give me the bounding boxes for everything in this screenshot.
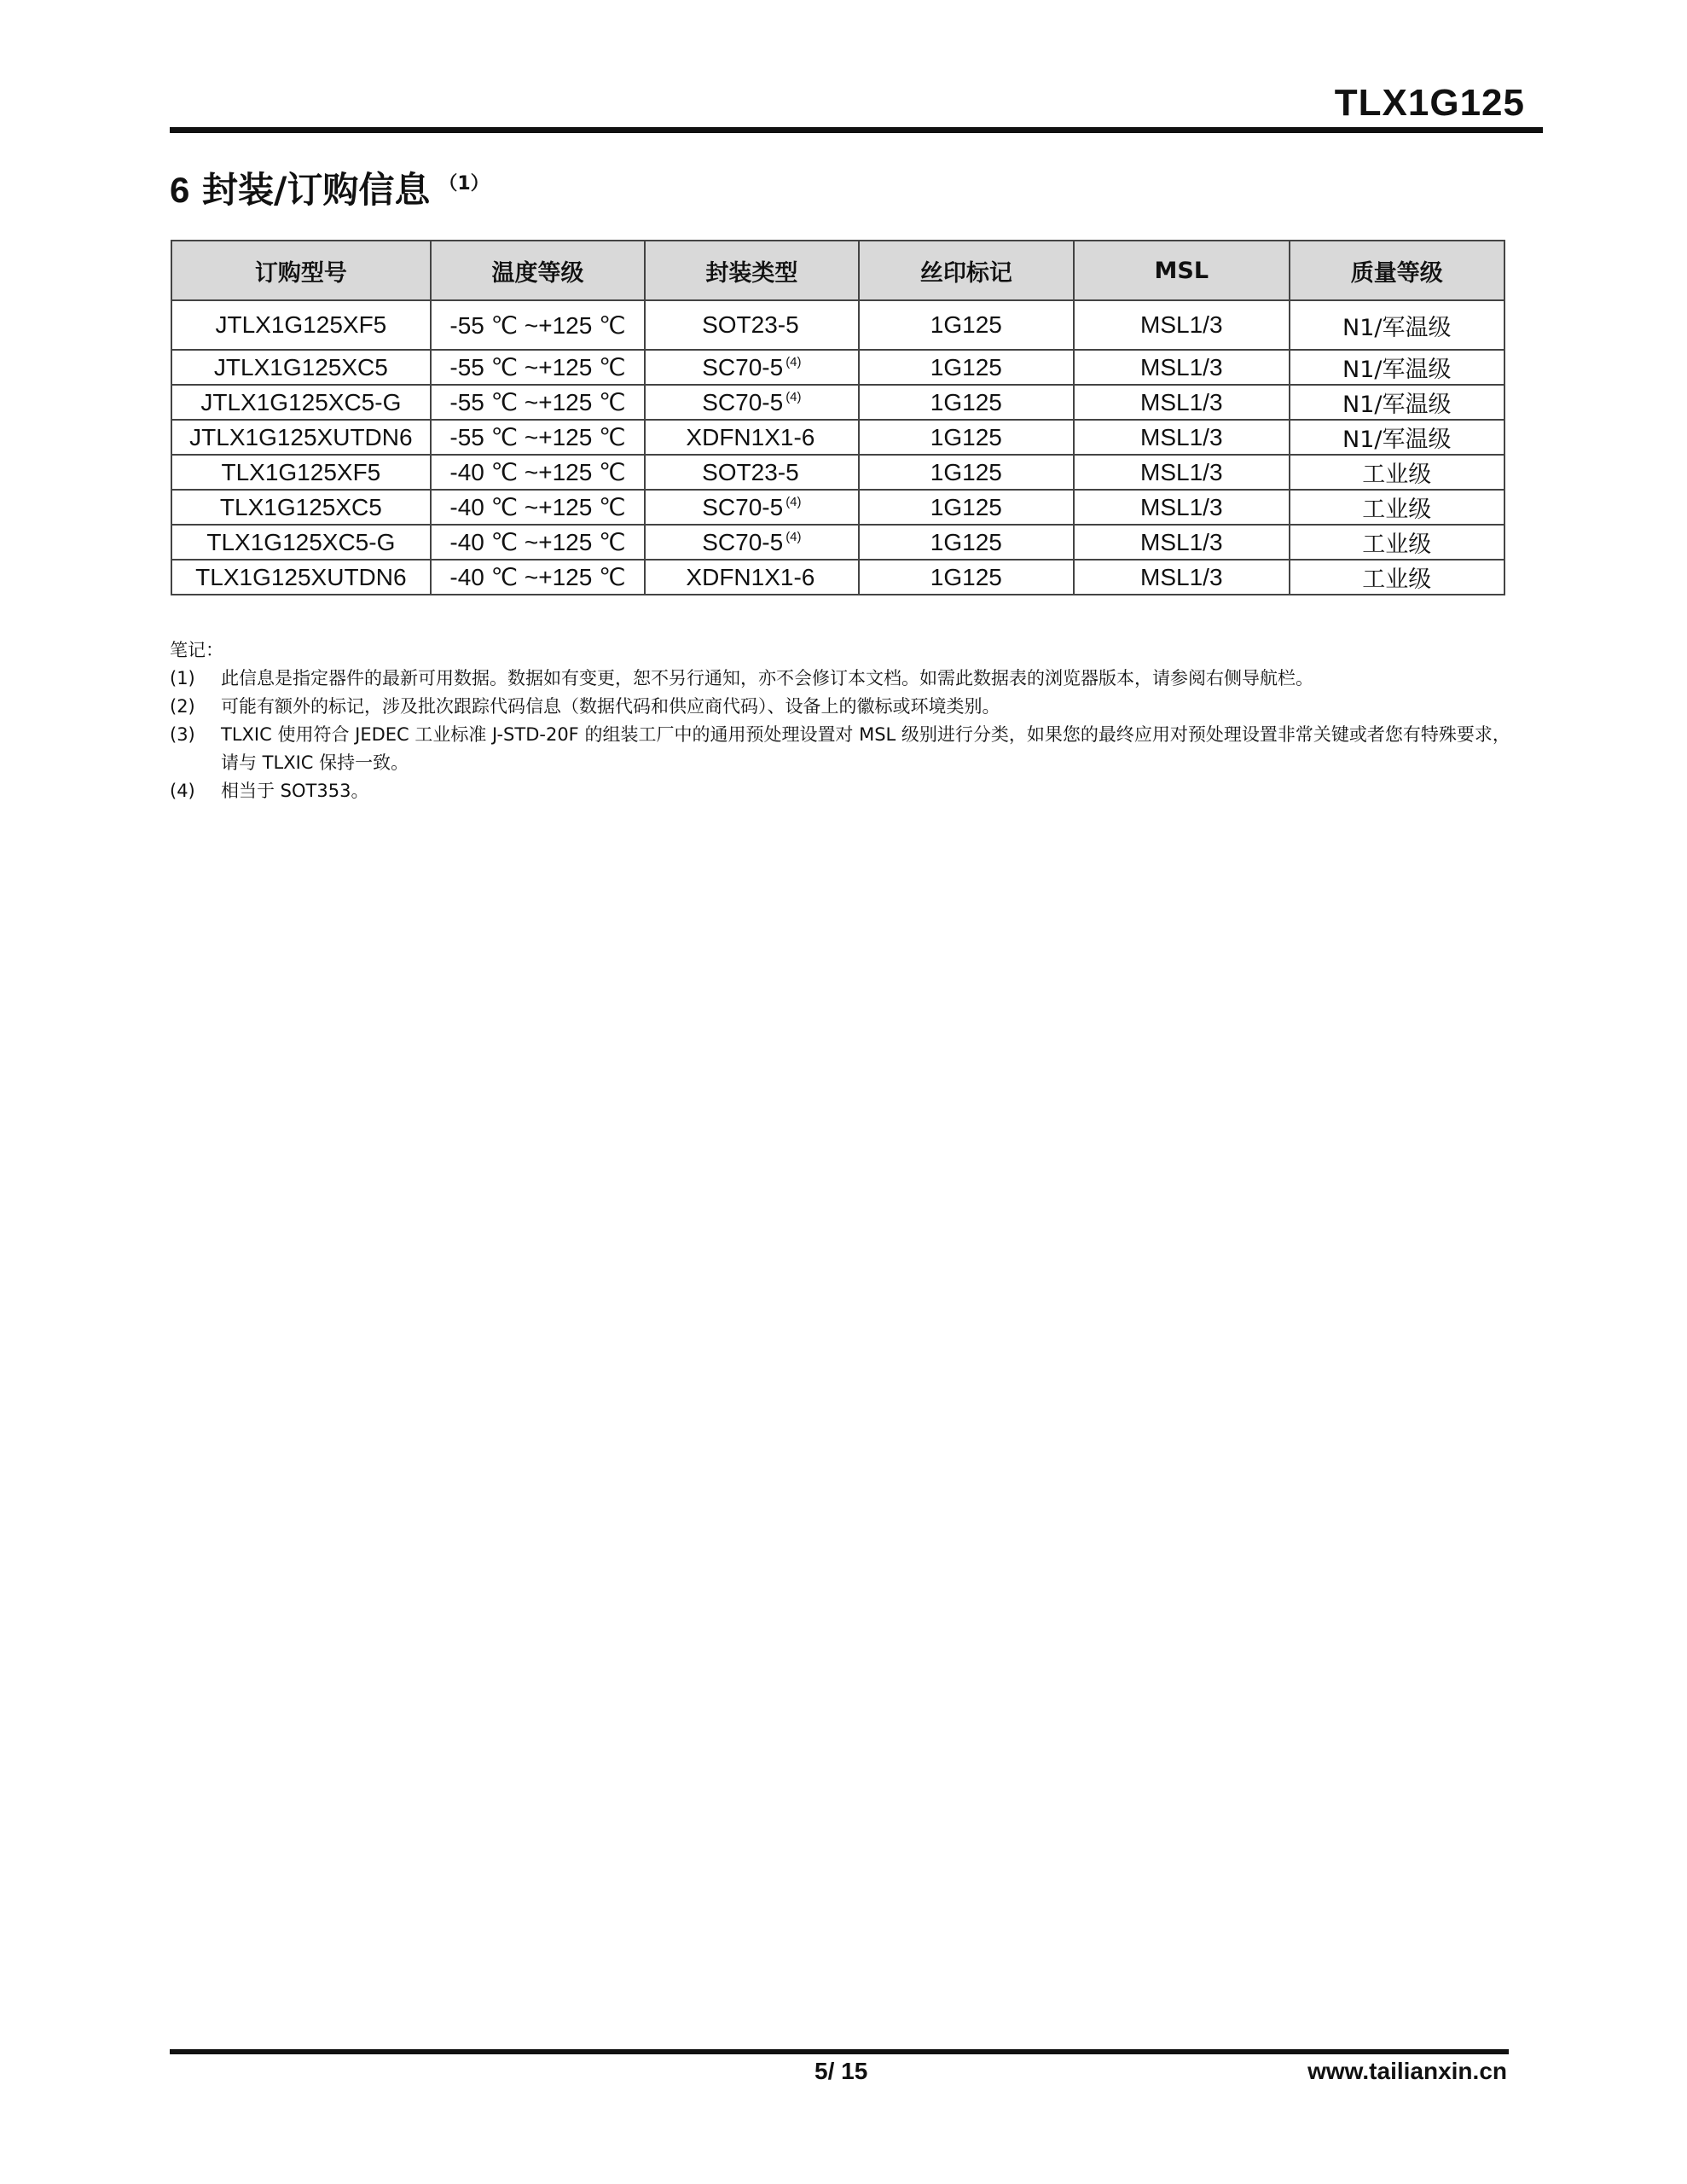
cell-order-number: JTLX1G125XC5 [171,350,431,385]
cell-marking: 1G125 [859,560,1074,595]
header-rule [170,127,1543,133]
note-number: (4) [170,781,195,801]
cell-temperature: -40 ℃ ~+125 ℃ [431,525,645,560]
cell-order-number: TLX1G125XC5-G [171,525,431,560]
notes-section [170,636,1510,805]
note-text: 此信息是指定器件的最新可用数据。数据如有变更，恕不另行通知，亦不会修订本文档。如需此数据表的浏览器版本，请参阅右侧导航栏。 [221,668,1313,688]
cell-msl: MSL1/3 [1074,455,1289,490]
cell-marking: 1G125 [859,490,1074,525]
cell-quality: 工业级 [1290,490,1504,525]
cell-marking: 1G125 [859,525,1074,560]
package-note-ref: (4) [786,390,802,405]
cell-msl: MSL1/3 [1074,525,1289,560]
table-row [171,420,1504,455]
note-item [170,665,1510,693]
cell-order-number: JTLX1G125XF5 [171,300,431,350]
package-note-ref: (4) [786,495,802,510]
footer-rule [170,2049,1509,2054]
cell-package [645,350,858,385]
cell-package [645,560,858,595]
cell-msl: MSL1/3 [1074,420,1289,455]
header-package: 封装类型 [645,241,858,300]
cell-marking: 1G125 [859,420,1074,455]
cell-package [645,300,858,350]
note-number: (3) [170,724,195,745]
note-item [170,777,1510,805]
part-number: TLX1G125 [1334,82,1525,124]
section-title [170,162,490,213]
cell-msl: MSL1/3 [1074,350,1289,385]
table-row [171,300,1504,350]
cell-quality: N1/军温级 [1290,420,1504,455]
header-msl: MSL [1074,241,1289,300]
package-name: SOT23-5 [702,458,799,485]
cell-quality: 工业级 [1290,560,1504,595]
cell-order-number: TLX1G125XF5 [171,455,431,490]
table-header-row [171,241,1504,300]
cell-temperature: -40 ℃ ~+125 ℃ [431,490,645,525]
cell-temperature: -55 ℃ ~+125 ℃ [431,385,645,420]
cell-package [645,490,858,525]
cell-quality: N1/军温级 [1290,300,1504,350]
page-number: 5/ 15 [815,2058,868,2084]
header-quality: 质量等级 [1290,241,1504,300]
section-note-ref: （1） [438,173,490,195]
cell-order-number: JTLX1G125XUTDN6 [171,420,431,455]
package-name: SC70-5 [702,493,784,520]
section-title-text: 封装/订购信息 [201,169,431,211]
table-row [171,455,1504,490]
package-note-ref: (4) [786,530,802,545]
header-temperature: 温度等级 [431,241,645,300]
cell-order-number: TLX1G125XUTDN6 [171,560,431,595]
cell-msl: MSL1/3 [1074,385,1289,420]
cell-order-number: JTLX1G125XC5-G [171,385,431,420]
website-url: www.tailianxin.cn [1307,2058,1507,2084]
cell-marking: 1G125 [859,385,1074,420]
cell-quality: N1/军温级 [1290,350,1504,385]
notes-title: 笔记： [170,640,223,660]
cell-order-number: TLX1G125XC5 [171,490,431,525]
table-row [171,560,1504,595]
table-row [171,350,1504,385]
cell-package [645,385,858,420]
ordering-table [171,240,1505,595]
section-number: 6 [170,170,190,210]
table-row [171,525,1504,560]
cell-temperature: -55 ℃ ~+125 ℃ [431,350,645,385]
cell-temperature: -40 ℃ ~+125 ℃ [431,455,645,490]
cell-package [645,525,858,560]
cell-marking: 1G125 [859,455,1074,490]
cell-msl: MSL1/3 [1074,490,1289,525]
cell-package [645,455,858,490]
note-text: 相当于 SOT353。 [221,781,369,801]
table-row [171,385,1504,420]
package-name: SOT23-5 [702,311,799,338]
cell-quality: N1/军温级 [1290,385,1504,420]
cell-quality: 工业级 [1290,455,1504,490]
table-row [171,490,1504,525]
header-marking: 丝印标记 [859,241,1074,300]
package-note-ref: (4) [786,355,802,370]
note-text: 可能有额外的标记，涉及批次跟踪代码信息（数据代码和供应商代码）、设备上的徽标或环境类别。 [221,696,1000,717]
cell-quality: 工业级 [1290,525,1504,560]
cell-marking: 1G125 [859,300,1074,350]
package-name: SC70-5 [702,353,784,380]
cell-package [645,420,858,455]
note-item [170,693,1510,721]
package-name: SC70-5 [702,528,784,555]
note-number: (2) [170,696,195,717]
cell-msl: MSL1/3 [1074,560,1289,595]
cell-temperature: -55 ℃ ~+125 ℃ [431,300,645,350]
header-order-number: 订购型号 [171,241,431,300]
note-number: (1) [170,668,195,688]
cell-marking: 1G125 [859,350,1074,385]
note-text: TLXIC 使用符合 JEDEC 工业标准 J-STD-20F 的组装工厂中的通用预处理设置对 MSL 级别进行分类，如果您的最终应用对预处理设置非常关键或者您有特殊要求，请与 TLXIC 保持一致。 [221,724,1510,773]
cell-msl: MSL1/3 [1074,300,1289,350]
cell-temperature: -55 ℃ ~+125 ℃ [431,420,645,455]
package-name: XDFN1X1-6 [686,563,815,590]
note-item [170,721,1510,777]
cell-temperature: -40 ℃ ~+125 ℃ [431,560,645,595]
package-name: XDFN1X1-6 [686,423,815,450]
package-name: SC70-5 [702,388,784,415]
